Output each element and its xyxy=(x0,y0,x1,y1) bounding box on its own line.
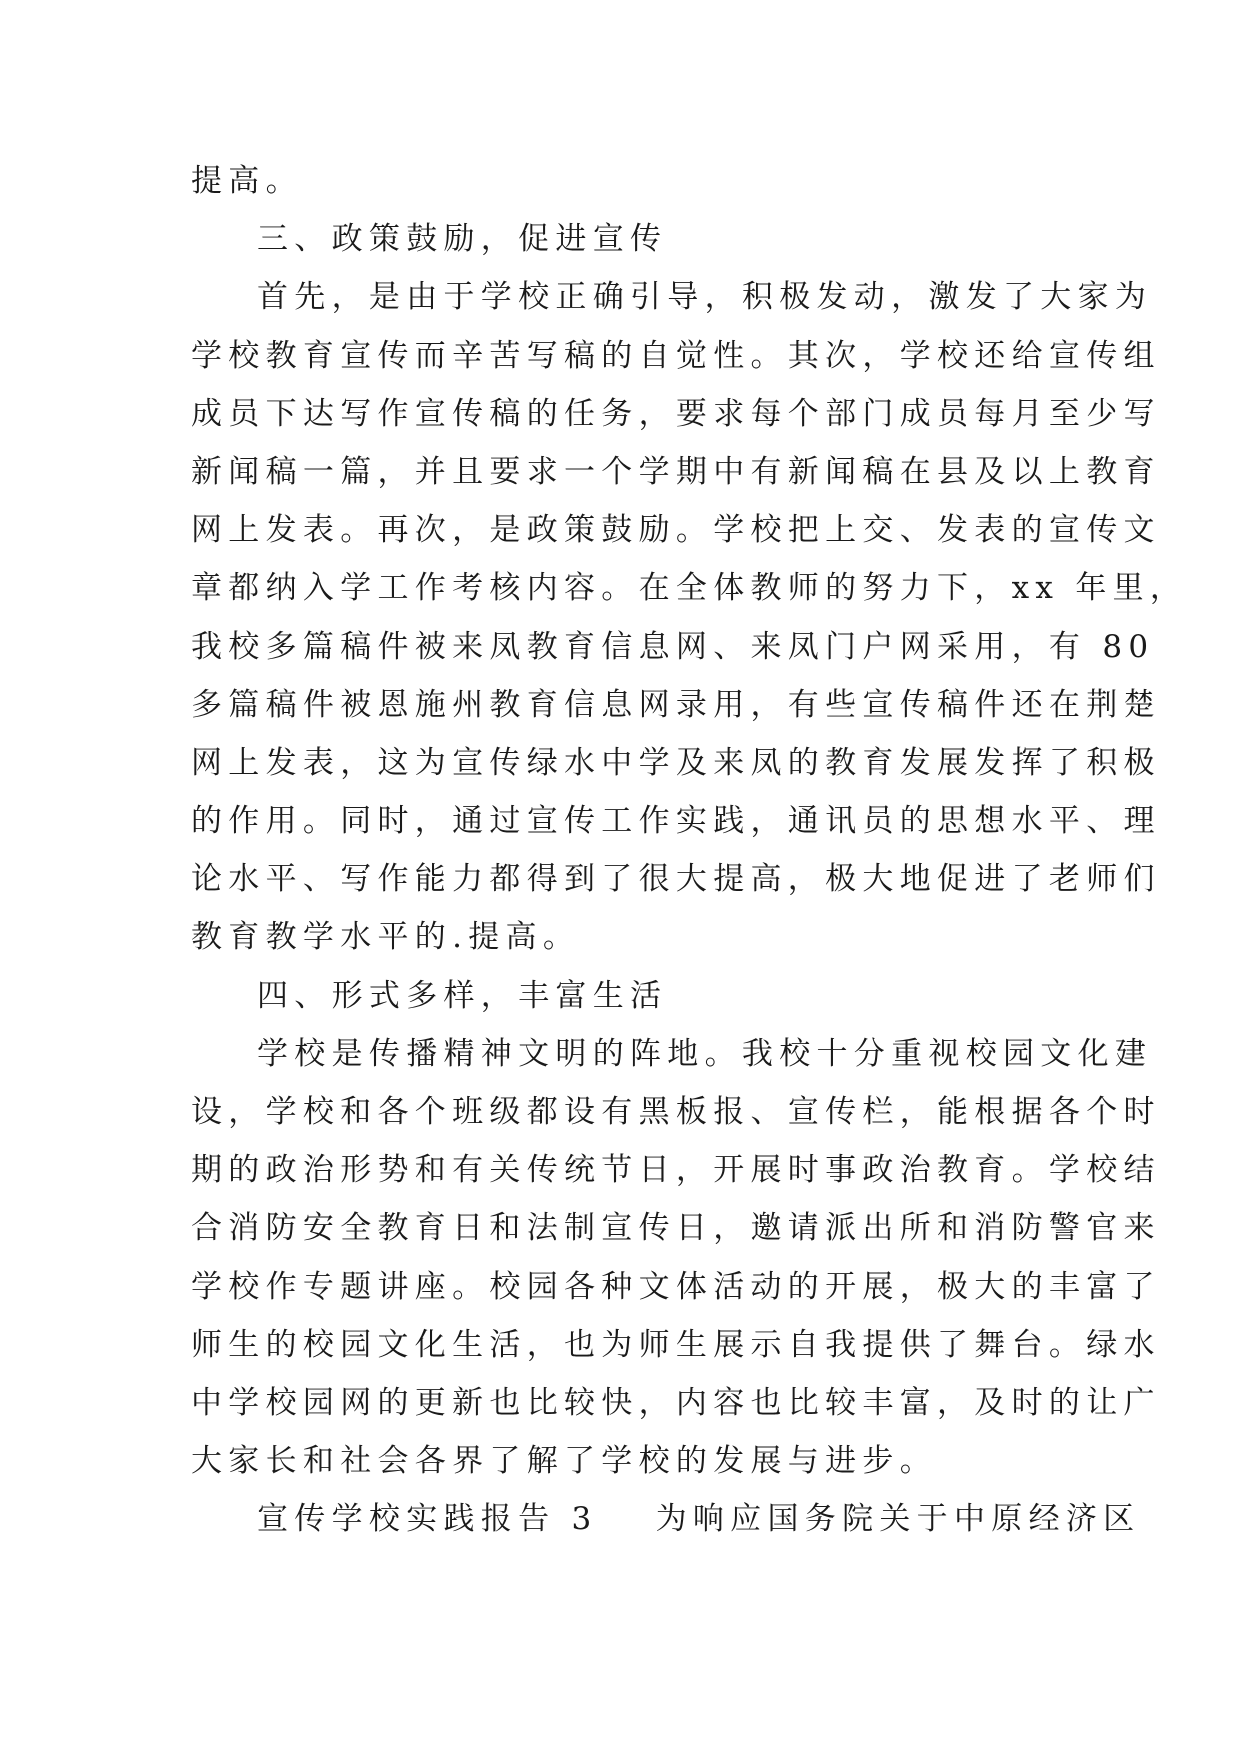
text-line: 首先，是由于学校正确引导，积极发动，激发了大家为 xyxy=(257,279,1153,316)
text-line: 我校多篇稿件被来凤教育信息网、来凤门户网采用，有 80 xyxy=(191,628,1155,665)
text-line: 网上发表。再次，是政策鼓励。学校把上交、发表的宣传文 xyxy=(191,512,1161,549)
text-line: 新闻稿一篇，并且要求一个学期中有新闻稿在县及以上教育 xyxy=(191,453,1161,490)
report-title-line xyxy=(191,1490,1141,1548)
text-line: 网上发表，这为宣传绿水中学及来凤的教育发展发挥了积极 xyxy=(191,744,1161,781)
text-line: 大家长和社会各界了解了学校的发展与进步。 xyxy=(191,1443,937,1480)
report-title: 宣传学校实践报告 3 xyxy=(257,1501,598,1538)
text-line: 论水平、写作能力都得到了很大提高，极大地促进了老师们 xyxy=(191,861,1161,898)
text-line: 成员下达写作宣传稿的任务，要求每个部门成员每月至少写 xyxy=(191,395,1161,432)
section-heading: 三、政策鼓励，促进宣传 xyxy=(257,221,668,258)
document-body xyxy=(191,152,1188,1549)
text-line: 学校教育宣传而辛苦写稿的自觉性。其次，学校还给宣传组 xyxy=(191,337,1161,374)
text-line: 中学校园网的更新也比较快，内容也比较丰富，及时的让广 xyxy=(191,1384,1161,1421)
text-line: 师生的校园文化生活，也为师生展示自我提供了舞台。绿水 xyxy=(191,1326,1161,1363)
text-line: 教育教学水平的.提高。 xyxy=(191,919,581,956)
text-line: 学校作专题讲座。校园各种文体活动的开展，极大的丰富了 xyxy=(191,1268,1161,1305)
text-line: 设，学校和各个班级都设有黑板报、宣传栏，能根据各个时 xyxy=(191,1094,1161,1130)
text-line: 期的政治形势和有关传统节日，开展时事政治教育。学校结 xyxy=(191,1152,1161,1189)
text-line: 提高。 xyxy=(191,163,303,199)
text-line: 的作用。同时，通过宣传工作实践，通讯员的思想水平、理 xyxy=(191,803,1161,840)
section-heading: 四、形式多样，丰富生活 xyxy=(257,977,668,1014)
text-line: 章都纳入学工作考核内容。在全体教师的努力下，xx 年里， xyxy=(191,570,1188,607)
report-intro: 为响应国务院关于中原经济区 xyxy=(655,1501,1141,1538)
text-line: 多篇稿件被恩施州教育信息网录用，有些宣传稿件还在荆楚 xyxy=(191,686,1161,723)
text-line: 合消防安全教育日和法制宣传日，邀请派出所和消防警官来 xyxy=(191,1210,1161,1247)
text-line: 学校是传播精神文明的阵地。我校十分重视校园文化建 xyxy=(257,1035,1153,1072)
